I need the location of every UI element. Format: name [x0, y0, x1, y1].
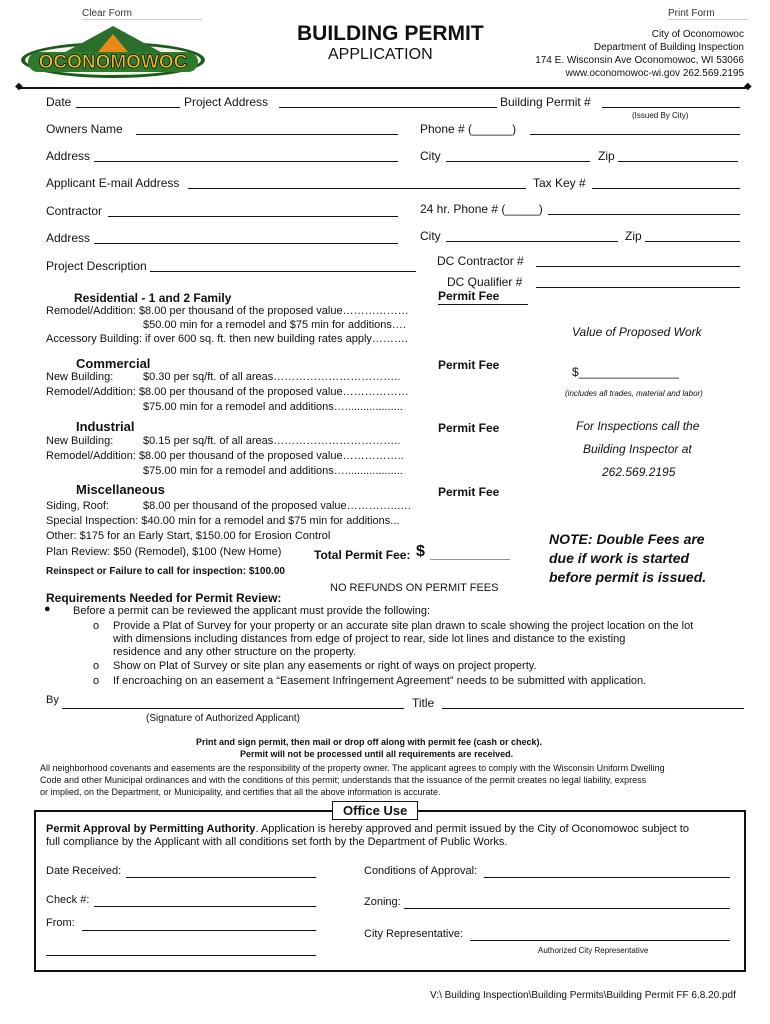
inspections-line-2: Building Inspector at	[583, 442, 692, 456]
page-title: BUILDING PERMIT	[297, 22, 484, 45]
print-sign-line-1: Print and sign permit, then mail or drop off along with permit fee (cash or check).	[196, 737, 543, 747]
signature-field[interactable]	[62, 708, 404, 709]
industrial-title: Industrial	[76, 419, 135, 434]
date-label: Date	[46, 95, 72, 109]
industrial-new-building-rate: $0.15 per sq/ft. of all areas……………………………..	[143, 435, 401, 447]
zoning-field[interactable]	[404, 908, 730, 909]
zip-label: Zip	[598, 149, 615, 163]
misc-permit-fee-label: Permit Fee	[438, 485, 500, 499]
phone-field[interactable]	[530, 134, 740, 135]
phone24-field[interactable]	[548, 214, 740, 215]
diamond-left-icon: ◆	[15, 81, 23, 92]
legal-line-1: All neighborhood covenants and easements are the responsibility of the property owner. The applicant agrees to comply with the Wisconsin Uniform Dwelling	[40, 763, 665, 773]
contractor-address-field[interactable]	[94, 243, 398, 244]
address-field[interactable]	[94, 161, 398, 162]
city-logo	[18, 22, 208, 82]
value-of-proposed-work-label: Value of Proposed Work	[572, 325, 702, 339]
building-permit-label: Building Permit #	[500, 95, 591, 109]
applicant-email-field[interactable]	[188, 188, 526, 189]
requirement-item-2: Show on Plat of Survey or site plan any easements or right of ways on project property.	[113, 660, 537, 672]
contractor-zip-field[interactable]	[645, 241, 740, 242]
legal-line-2: Code and other Municipal ordinances and with the conditions of this permit; understands that the issuance of the permit creates no legal liability, express	[40, 775, 647, 785]
from-field-1[interactable]	[82, 930, 316, 931]
contractor-address-label: Address	[46, 231, 91, 245]
sub-bullet-icon-3: o	[93, 675, 100, 687]
value-of-proposed-work-field[interactable]: $_______________	[572, 365, 679, 379]
applicant-email-label: Applicant E-mail Address	[46, 176, 180, 190]
file-path-footer: V:\ Building Inspection\Building Permits\Building Permit FF 6.8.20.pdf	[430, 990, 736, 1001]
dc-qualifier-field[interactable]	[536, 287, 740, 288]
clear-form-button[interactable]: Clear Form	[82, 8, 202, 20]
requirements-title: Requirements Needed for Permit Review:	[46, 591, 282, 605]
requirement-item-1: Provide a Plat of Survey for your property or an accurate site plan drawn to scale showing the project location on the lot	[113, 620, 694, 632]
phone24-label: 24 hr. Phone # (_____)	[420, 202, 543, 216]
address-label: Address	[46, 149, 91, 163]
miscellaneous-title: Miscellaneous	[76, 482, 165, 497]
city-rep-field[interactable]	[470, 940, 730, 941]
residential-permit-fee-label: Permit Fee	[438, 289, 500, 303]
check-label: Check #:	[46, 894, 90, 906]
residential-line-1: Remodel/Addition: $8.00 per thousand of the proposed value………………	[46, 305, 409, 317]
owners-name-label: Owners Name	[46, 122, 123, 136]
diamond-right-icon: ◆	[744, 81, 752, 92]
by-label: By	[46, 694, 59, 706]
header-divider	[20, 87, 746, 89]
phone-label: Phone # (______)	[420, 122, 517, 136]
contractor-label: Contractor	[46, 204, 103, 218]
sub-bullet-icon-2: o	[93, 660, 100, 672]
approval-line-2: full compliance by the Applicant with all conditions set forth by the Department of Public Works.	[46, 836, 508, 848]
bullet-icon: ●	[44, 603, 51, 615]
misc-special-inspection: Special Inspection: $40.00 min for a remodel and $75 min for additions...	[46, 515, 400, 527]
city-label: City	[420, 149, 441, 163]
authorized-caption: Authorized City Representative	[538, 946, 649, 955]
issued-by-city-note: (Issued By City)	[632, 111, 689, 120]
project-address-label: Project Address	[184, 95, 269, 109]
owners-name-field[interactable]	[136, 134, 398, 135]
total-permit-fee-field[interactable]: ____________	[430, 547, 511, 561]
approval-line-1	[46, 823, 689, 835]
industrial-min-line: $75.00 min for a remodel and additions…...................	[143, 465, 403, 477]
conditions-field[interactable]	[484, 877, 730, 878]
title-label: Title	[412, 696, 435, 710]
date-received-field[interactable]	[126, 877, 316, 878]
commercial-permit-fee-label: Permit Fee	[438, 358, 500, 372]
city-address-block	[535, 28, 744, 80]
logo-text: OCONOMOWOC	[38, 52, 188, 73]
dc-contractor-field[interactable]	[536, 266, 740, 267]
tax-key-field[interactable]	[592, 188, 740, 189]
residential-line-3: Accessory Building: if over 600 sq. ft. then new building rates apply……….	[46, 333, 408, 345]
inspections-line-1: For Inspections call the	[576, 419, 700, 433]
department-name: Department of Building Inspection	[593, 42, 744, 53]
note-line-2: due if work is started	[549, 550, 690, 566]
note-line-3: before permit is issued.	[549, 569, 707, 585]
building-permit-field[interactable]	[602, 107, 740, 108]
zoning-label: Zoning:	[364, 896, 401, 908]
zip-field[interactable]	[618, 161, 738, 162]
legal-disclaimer	[40, 762, 665, 798]
project-description-label: Project Description	[46, 259, 147, 273]
print-sign-line-2: Permit will not be processed until all requirements are received.	[240, 749, 514, 759]
approval-bold: Permit Approval by Permitting Authority	[46, 823, 256, 835]
title-field[interactable]	[442, 708, 744, 709]
total-dollar-sign: $	[416, 543, 425, 560]
approval-rest: . Application is hereby approved and permit issued by the City of Oconomowoc subject to	[255, 823, 689, 835]
misc-other: Other: $175 for an Early Start, $150.00 for Erosion Control	[46, 530, 331, 542]
city-name: City of Oconomowoc	[651, 29, 744, 40]
note-line-1: NOTE: Double Fees are	[549, 531, 705, 547]
conditions-label: Conditions of Approval:	[364, 865, 478, 877]
sub-bullet-icon-1: o	[93, 620, 100, 632]
date-received-label: Date Received:	[46, 865, 122, 877]
project-address-field[interactable]	[279, 107, 497, 108]
misc-siding-label: Siding, Roof:	[46, 500, 109, 512]
double-fees-note	[549, 530, 706, 587]
requirement-item-3: If encroaching on an easement a “Easement Infringement Agreement” needs to be submitted with application.	[113, 675, 647, 687]
office-use-title: Office Use	[332, 801, 418, 820]
commercial-new-building-label: New Building:	[46, 371, 114, 383]
value-note: (includes all trades, material and labor)	[565, 389, 703, 398]
city-field[interactable]	[446, 161, 590, 162]
no-refunds-notice: NO REFUNDS ON PERMIT FEES	[330, 582, 499, 594]
requirements-bullet: Before a permit can be reviewed the applicant must provide the following:	[73, 605, 431, 617]
commercial-new-building-rate: $0.30 per sq/ft. of all areas……………………………..	[143, 371, 401, 383]
industrial-new-building-label: New Building:	[46, 435, 114, 447]
industrial-remodel-line: Remodel/Addition: $8.00 per thousand of the proposed value……………..	[46, 450, 404, 462]
page-subtitle: APPLICATION	[328, 46, 433, 63]
commercial-remodel-line: Remodel/Addition: $8.00 per thousand of the proposed value………………	[46, 386, 409, 398]
signature-caption: (Signature of Authorized Applicant)	[146, 713, 300, 724]
residential-title: Residential - 1 and 2 Family	[74, 291, 232, 305]
tax-key-label: Tax Key #	[533, 176, 586, 190]
misc-siding-rate: $8.00 per thousand of the proposed value…………..….	[143, 500, 411, 512]
contractor-city-label: City	[420, 229, 441, 243]
commercial-min-line: $75.00 min for a remodel and additions…...................	[143, 401, 403, 413]
residential-fee-field[interactable]	[438, 304, 528, 305]
from-field-2[interactable]	[46, 955, 316, 956]
misc-plan-review: Plan Review: $50 (Remodel), $100 (New Home)	[46, 546, 282, 558]
dc-contractor-label: DC Contractor #	[437, 254, 524, 268]
check-field[interactable]	[94, 906, 316, 907]
contractor-zip-label: Zip	[625, 229, 642, 243]
project-description-field[interactable]	[150, 271, 416, 272]
total-permit-fee-label: Total Permit Fee:	[314, 548, 411, 562]
industrial-permit-fee-label: Permit Fee	[438, 421, 500, 435]
date-field[interactable]	[76, 107, 180, 108]
street-address: 174 E. Wisconsin Ave Oconomowoc, WI 53066	[535, 55, 744, 66]
website-phone: www.oconomowoc-wi.gov 262.569.2195	[565, 68, 744, 79]
from-label: From:	[46, 917, 75, 929]
legal-line-3: or implied, on the Department, or Municipality, and certifies that all the above information is accurate.	[40, 787, 441, 797]
inspections-phone: 262.569.2195	[602, 465, 676, 479]
dc-qualifier-label: DC Qualifier #	[447, 275, 523, 289]
residential-line-2: $50.00 min for a remodel and $75 min for additions….	[143, 319, 406, 331]
contractor-city-field[interactable]	[446, 241, 618, 242]
city-rep-label: City Representative:	[364, 928, 464, 940]
reinspect-fee: Reinspect or Failure to call for inspection: $100.00	[46, 566, 285, 577]
print-form-button[interactable]: Print Form	[668, 8, 748, 20]
contractor-field[interactable]	[108, 216, 398, 217]
requirement-item-1b: with dimensions including distances from edge of project to rear, side lot lines and distance to the existing	[113, 633, 626, 645]
commercial-title: Commercial	[76, 356, 151, 371]
requirement-item-1c: residence and any other structure on the property.	[113, 646, 357, 658]
